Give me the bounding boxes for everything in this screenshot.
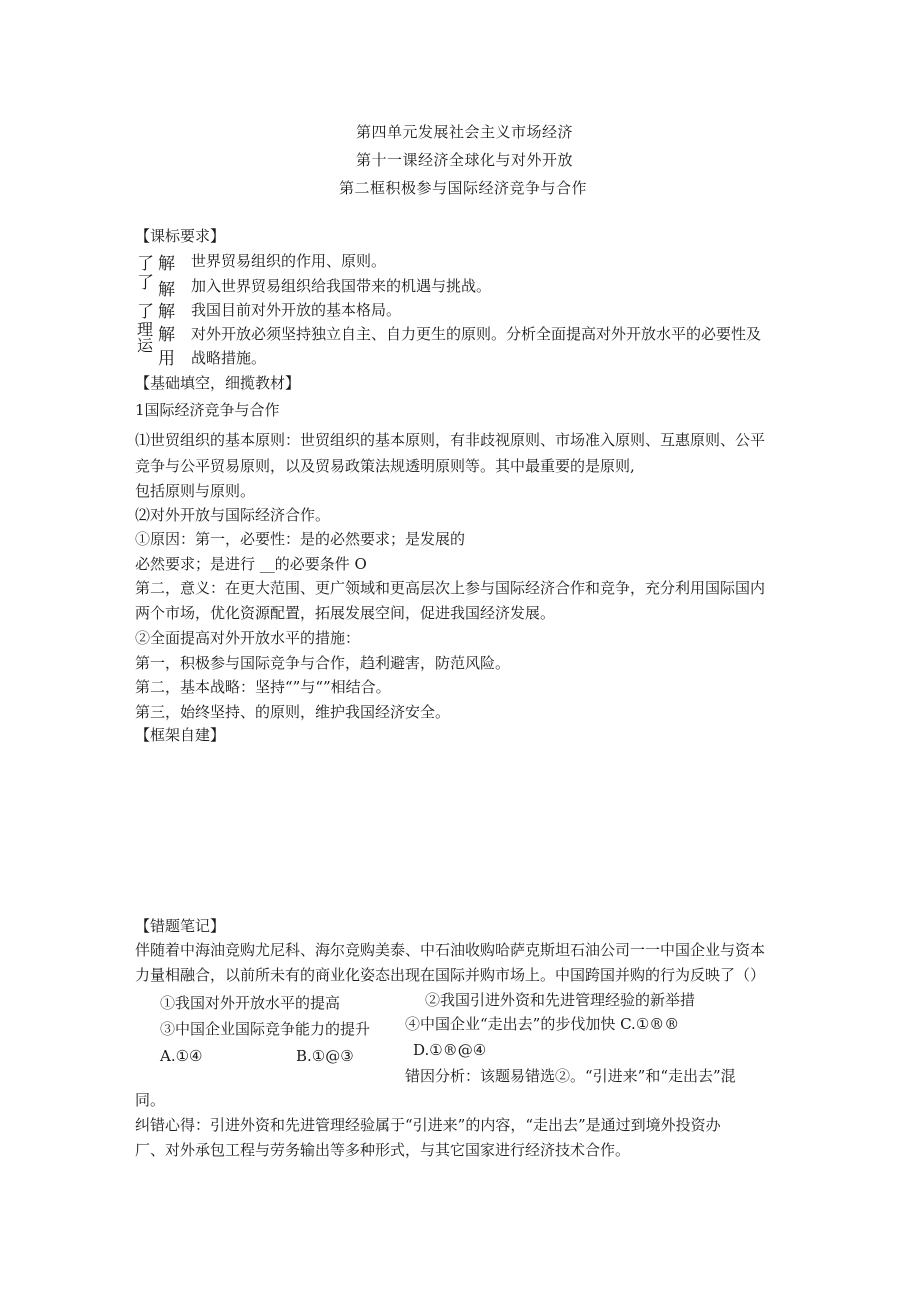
basics-line-5: ①原因：第一，必要性：是的必然要求；是发展的	[135, 530, 466, 548]
basics-line-8: 两个市场，优化资源配置，拓展发展空间，促进我国经济发展。	[135, 604, 556, 622]
standard-key-1a: 了	[137, 254, 156, 274]
basics-line-3: 包括原则与原则。	[135, 482, 256, 500]
standard-key-4b: 运	[137, 336, 154, 355]
option-4: ④中国企业“走出去”的步伐加快 C.①®®	[405, 1015, 680, 1033]
basics-line-11: 第二，基本战略：坚持“”与“”相结合。	[135, 678, 391, 696]
basics-line-10: 第一，积极参与国际竞争与合作，趋利避害，防范风险。	[135, 654, 511, 672]
standard-key-2b: 解	[158, 280, 177, 300]
basics-line-1: ⑴世贸组织的基本原则：世贸组织的基本原则，有非歧视原则、市场准入原则、互惠原则、公平	[135, 431, 766, 449]
basics-line-6: 必然要求；是进行 __的必要条件 O	[135, 555, 367, 573]
basics-line-12: 第三，始终坚持、的原则，维护我国经济安全。	[135, 703, 451, 721]
standard-text-3: 我国目前对外开放的基本格局。	[191, 301, 402, 319]
standard-text-1: 世界贸易组织的作用、原则。	[191, 252, 387, 270]
standard-key-4c: 解	[158, 325, 177, 345]
unit-title: 第四单元发展社会主义市场经济	[356, 123, 574, 141]
error-analysis-2: 同。	[135, 1091, 166, 1109]
standard-key-1b: 解	[158, 254, 177, 274]
question-line-1: 伴随着中海油竞购尤尼科、海尔竞购美泰、中石油收购哈萨克斯坦石油公司一一中国企业与资本	[135, 941, 766, 959]
fix-note-1: 纠错心得：引进外资和先进管理经验属于“引进来”的内容，“走出去”是通过到境外投资办	[135, 1116, 721, 1134]
lesson-title: 第十一课经济全球化与对外开放	[356, 151, 574, 169]
answer-a: A.①④	[160, 1047, 203, 1065]
basics-header: 【基础填空，细揽教材】	[135, 374, 301, 392]
frame-title: 第二框积极参与国际经济竞争与合作	[339, 179, 588, 197]
errors-header: 【错题笔记】	[135, 917, 226, 935]
standard-key-3b: 解	[158, 302, 177, 322]
standard-text-4: 对外开放必须坚持独立自主、自力更生的原则。分析全面提高对外开放水平的必要性及	[191, 325, 762, 343]
question-line-2: 力量相融合，以前所未有的商业化姿态出现在国际并购市场上。中国跨国并购的行为反映了（）	[135, 966, 766, 984]
standard-key-4a: 理	[137, 320, 154, 339]
error-analysis-1: 错因分析：该题易错选②。“引进来”和“走出去”混	[405, 1067, 736, 1085]
basics-line-2: 竞争与公平贸易原则，以及贸易政策法规透明原则等。其中最重要的是原则,	[135, 457, 635, 475]
basics-line-7: 第二，意义：在更大范围、更广领域和更高层次上参与国际经济合作和竞争，充分利用国际国内	[135, 579, 766, 597]
framework-header: 【框架自建】	[135, 726, 226, 744]
basics-section: 1国际经济竞争与合作	[135, 401, 280, 419]
answer-b: B.①@③	[296, 1047, 354, 1065]
basics-line-4: ⑵对外开放与国际经济合作。	[135, 506, 331, 524]
standard-text-4b: 战略措施。	[191, 349, 267, 367]
basics-line-9: ②全面提高对外开放水平的措施：	[135, 629, 361, 647]
standard-key-3a: 了	[137, 302, 156, 322]
standard-text-2: 加入世界贸易组织给我国带来的机遇与挑战。	[191, 277, 492, 295]
standards-header: 【课标要求】	[135, 227, 226, 245]
standard-key-4d: 用	[158, 349, 177, 369]
option-2: ②我国引进外资和先进管理经验的新举措	[425, 991, 696, 1009]
fix-note-2: 厂、对外承包工程与劳务输出等多种形式，与其它国家进行经济技术合作。	[135, 1141, 631, 1159]
standard-key-2a: 了	[137, 273, 156, 293]
option-3: ③中国企业国际竞争能力的提升	[160, 1020, 371, 1038]
option-1: ①我国对外开放水平的提高	[160, 994, 341, 1012]
answer-d: D.①®@④	[413, 1041, 487, 1059]
